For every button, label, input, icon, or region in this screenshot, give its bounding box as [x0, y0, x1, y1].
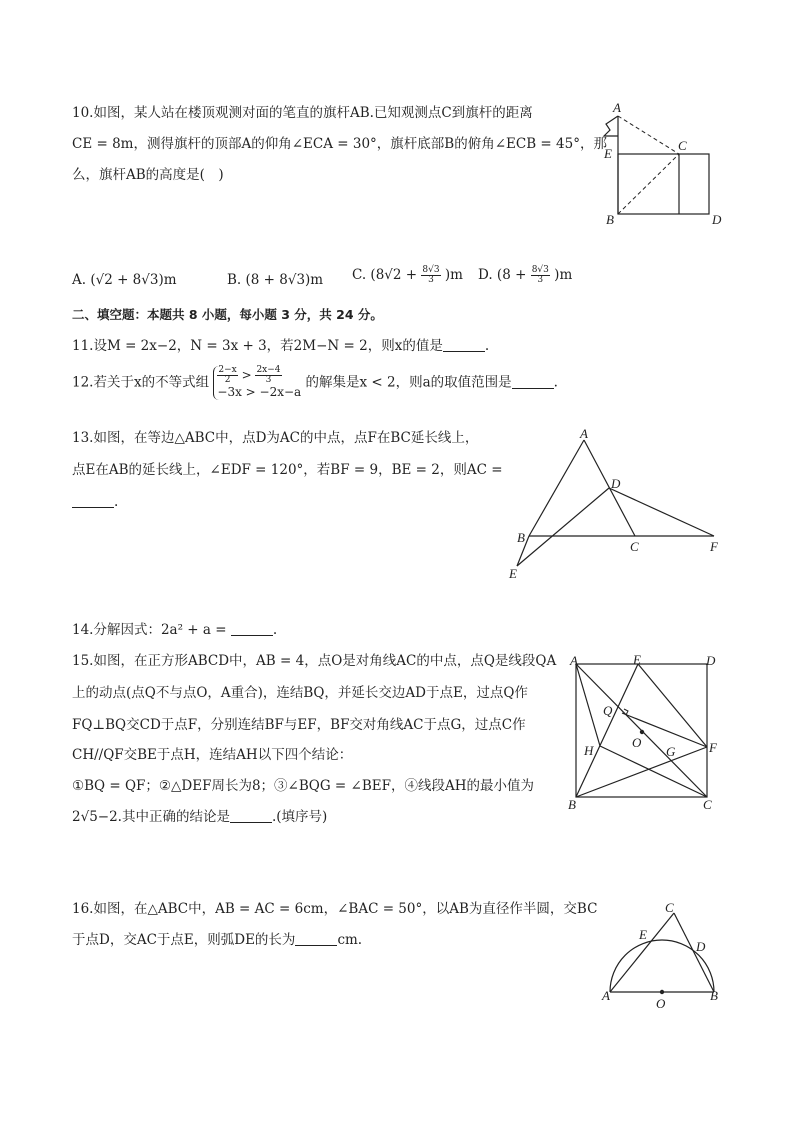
sightline-CB	[618, 154, 679, 214]
label-A: A	[570, 653, 578, 668]
inequality-system: $\frac{2-x}{2}$ > $\frac{2x-4}{3}$ −3x > −2x−a	[213, 366, 301, 400]
label-C: C	[630, 539, 639, 554]
label-E: E	[604, 146, 612, 161]
q15-figure	[562, 652, 732, 814]
q15-line6: 2√5−2.其中正确的结论是 .(填序号)	[72, 809, 328, 825]
label-F: F	[709, 740, 717, 755]
q13-line2: 点E在AB的延长线上，∠EDF = 120°，若BF = 9，BE = 2，则AC =	[72, 462, 503, 478]
q10-figure	[596, 98, 731, 230]
q15-line2: 上的动点(点Q不与点O，A重合)，连结BQ，并延长交边AD于点E，过点Q作	[72, 685, 528, 701]
q15-line5: ①BQ = QF；②△DEF周长为8；③∠BQG = ∠BEF，④线段AH的最小值为	[72, 778, 534, 794]
q16-figure	[596, 896, 732, 1014]
q15-answer-blank[interactable]	[230, 808, 272, 823]
label-B: B	[710, 988, 718, 1003]
q10-option-d: D. (8 + $\frac{8√3}{3}$ )m	[478, 265, 573, 285]
q12-text: 12.若关于x的不等式组 $\frac{2-x}{2}$ > $\frac{2x-4}{3}$ −3x > −2x−a 的解集是x < 2，则a的取值范围是 .	[72, 365, 558, 399]
q10-line1: 10.如图，某人站在楼顶观测对面的笔直的旗杆AB.已知观测点C到旗杆的距离	[72, 105, 533, 121]
label-C: C	[703, 797, 712, 812]
label-A: A	[602, 988, 610, 1003]
q16-answer-blank[interactable]	[295, 931, 337, 946]
label-D: D	[696, 939, 706, 954]
label-H: H	[584, 743, 594, 758]
label-G: G	[666, 744, 676, 759]
label-D: D	[706, 653, 716, 668]
label-O: O	[632, 735, 642, 750]
sightline-CA	[618, 116, 679, 154]
q15-line4: CH//QF交BE于点H，连结AH以下四个结论：	[72, 747, 353, 763]
label-B: B	[568, 797, 576, 812]
flag-shape	[604, 116, 618, 136]
label-E: E	[509, 566, 517, 581]
q14-text: 14.分解因式：2a² + a = .	[72, 622, 278, 638]
q13-line3: .	[72, 493, 118, 511]
label-C: C	[665, 900, 674, 915]
q10-option-c: C. (8√2 + $\frac{8√3}{3}$ )m	[352, 265, 463, 285]
label-A: A	[613, 100, 621, 115]
q16-line2: 于点D，交AC于点E，则弧DE的长为 cm.	[72, 932, 363, 948]
q15-line1: 15.如图，在正方形ABCD中，AB = 4，点O是对角线AC的中点，点Q是线段QA	[72, 653, 557, 669]
q10-line2: CE = 8m，测得旗杆的顶部A的仰角∠ECA = 30°，旗杆底部B的俯角∠ECB = 45°，那	[72, 136, 607, 152]
section-heading: 二、填空题：本题共 8 小题，每小题 3 分，共 24 分。	[72, 307, 383, 322]
label-B: B	[606, 212, 614, 227]
q10-line3: 么，旗杆AB的高度是( )	[72, 167, 224, 183]
q11-answer-blank[interactable]	[443, 337, 485, 352]
label-E: E	[639, 927, 647, 942]
q16-line1: 16.如图，在△ABC中，AB = AC = 6cm，∠BAC = 50°，以AB为直径作半圆，交BC	[72, 901, 598, 917]
label-A: A	[580, 426, 588, 441]
q10-option-b: B. (8 + 8√3)m	[227, 272, 324, 288]
label-B: B	[517, 530, 525, 545]
label-E: E	[633, 652, 641, 667]
label-C: C	[678, 138, 687, 153]
q13-line1: 13.如图，在等边△ABC中，点D为AC的中点，点F在BC延长线上，	[72, 430, 479, 446]
label-Q: Q	[603, 703, 613, 718]
label-D: D	[611, 476, 621, 491]
q15-line3: FQ⊥BQ交CD于点F，分别连结BF与EF，BF交对角线AC于点G，过点C作	[72, 717, 526, 733]
q12-answer-blank[interactable]	[512, 374, 554, 389]
label-O: O	[656, 996, 666, 1011]
building-rect	[618, 154, 709, 214]
q13-answer-blank[interactable]	[72, 493, 114, 508]
q14-answer-blank[interactable]	[231, 621, 273, 636]
q13-figure	[500, 426, 730, 584]
q10-option-a: A. (√2 + 8√3)m	[72, 272, 177, 288]
label-D: D	[712, 212, 722, 227]
label-F: F	[710, 539, 718, 554]
q11-text: 11.设M = 2x−2，N = 3x + 3，若2M−N = 2，则x的值是 .	[72, 338, 490, 354]
